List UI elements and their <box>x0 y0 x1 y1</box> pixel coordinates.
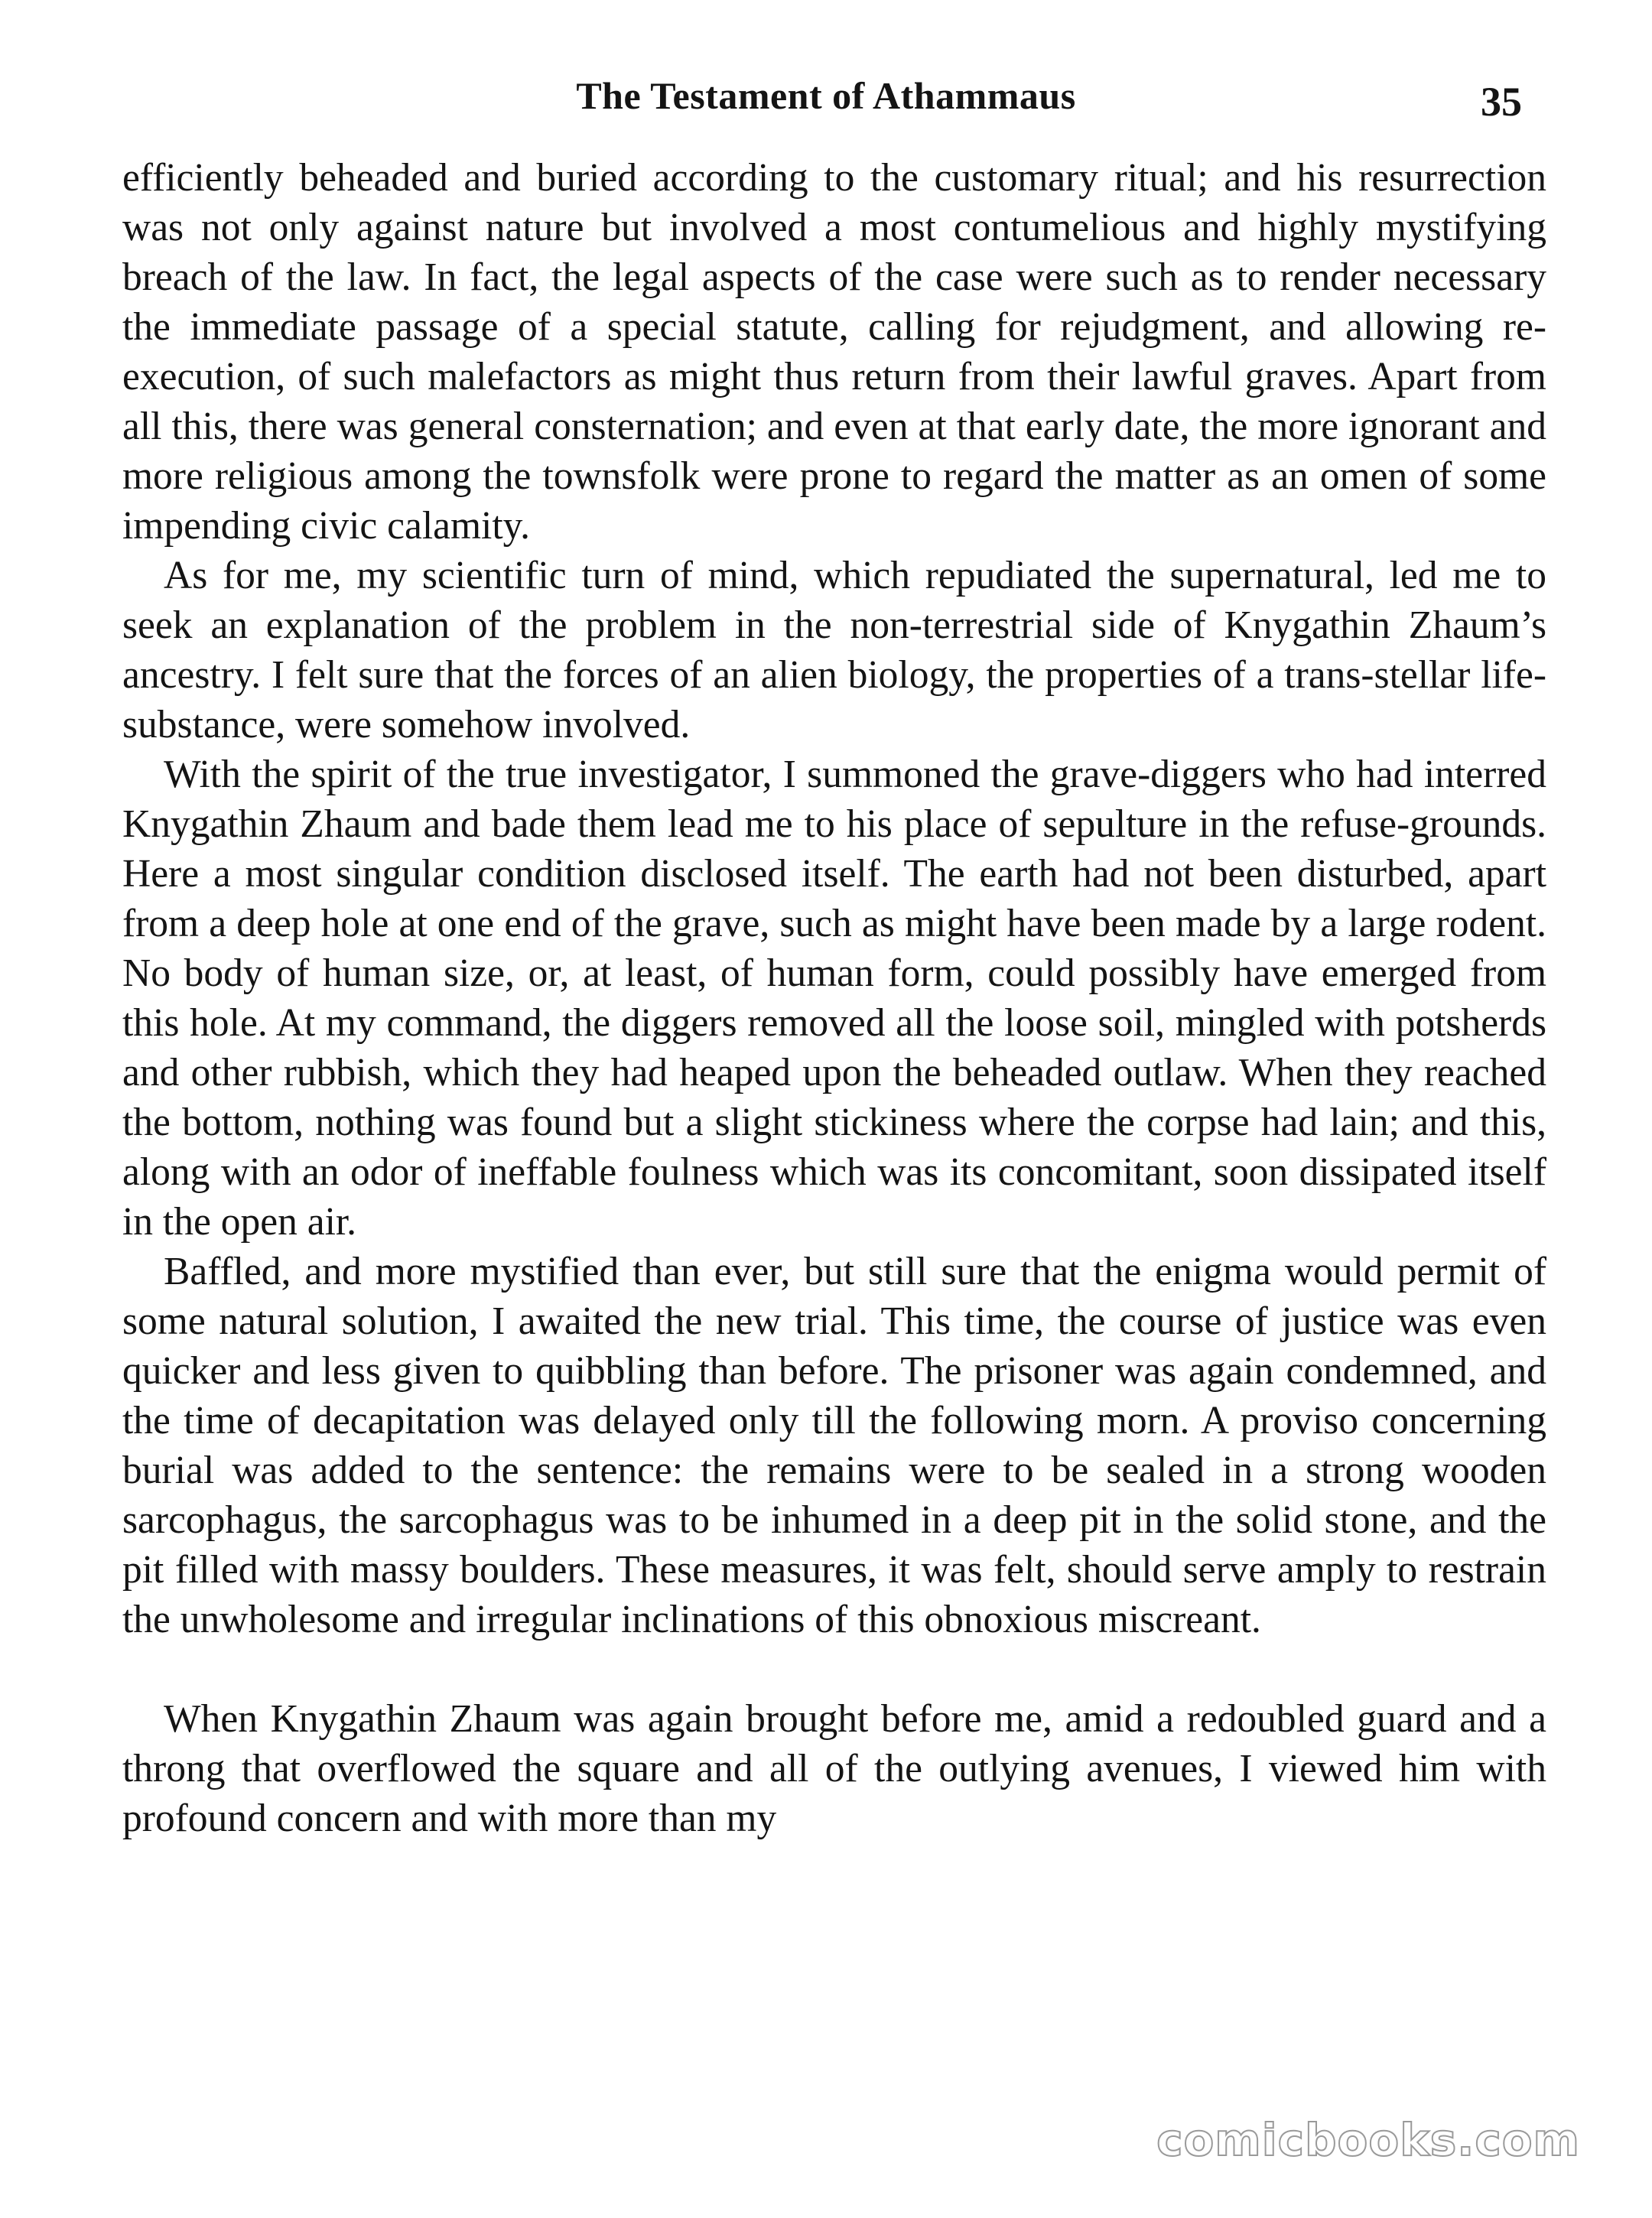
watermark-logo: comicbooks.com <box>1156 2114 1580 2166</box>
paragraph-brought-before-me: When Knygathin Zhaum was again brought before me, amid a redoubled guard and a throng that overflowed the square and all of the outlying avenues, I viewed him with profound concern and with more than my <box>122 1697 1546 1840</box>
running-head <box>0 73 1652 127</box>
paragraph-grave-diggers: With the spirit of the true investigator, I summoned the grave-diggers who had interred Knygathin Zhaum and bade them lead me to his place of sepulture in the refuse-grounds. Here a most singular condition disclosed itself. The earth had not been disturbed, apart from a deep hole at one end of the grave, such as might have been made by a large rodent. No body of human size, or, at least, of human form, could possibly have emerged from this hole. At my command, the diggers removed all the loose soil, mingled with potsherds and other rubbish, which they had heaped upon the beheaded outlaw. When they reached the bottom, nothing was found but a slight stickiness where the corpse had lain; and this, along with an odor of ineffable foulness which was its concomitant, soon dissipated itself in the open air. <box>122 753 1546 1244</box>
paragraph-continued: efficiently beheaded and buried according to the customary ritual; and his resurrection was not only against nature but involved a most contumelious and highly mystifying breach of the law. In fact, the legal aspects of the case were such as to render necessary the immediate passage of a special statute, calling for rejudgment, and allowing re-execution, of such malefactors as might thus return from their lawful graves. Apart from all this, there was general consternation; and even at that early date, the more ignorant and more religious among the townsfolk were prone to regard the matter as an omen of some impending civic calamity. <box>122 156 1546 548</box>
paragraph-new-trial: Baffled, and more mystified than ever, but still sure that the enigma would permit of some natural solution, I awaited the new trial. This time, the course of justice was even quicker and less given to quibbling than before. The prisoner was again condemned, and the time of decapitation was delayed only till the following morn. A proviso concerning burial was added to the sentence: the remains were to be sealed in a strong wooden sarcophagus, the sarcophagus was to be inhumed in a deep pit in the solid stone, and the pit filled with massy boulders. These measures, it was felt, should serve amply to restrain the unwholesome and irregular inclinations of this obnoxious miscreant. <box>122 1250 1546 1641</box>
text-body <box>122 153 1546 1843</box>
page-number: 35 <box>1481 79 1522 125</box>
paragraph-scientific-mind: As for me, my scientific turn of mind, which repudiated the supernatural, led me to seek an explanation of the problem in the non-terrestrial side of Knygathin Zhaum’s ancestry. I felt sure that the forces of an alien biology, the properties of a trans-stellar life-substance, were somehow involved. <box>122 554 1546 746</box>
running-title: The Testament of Athammaus <box>576 74 1076 117</box>
